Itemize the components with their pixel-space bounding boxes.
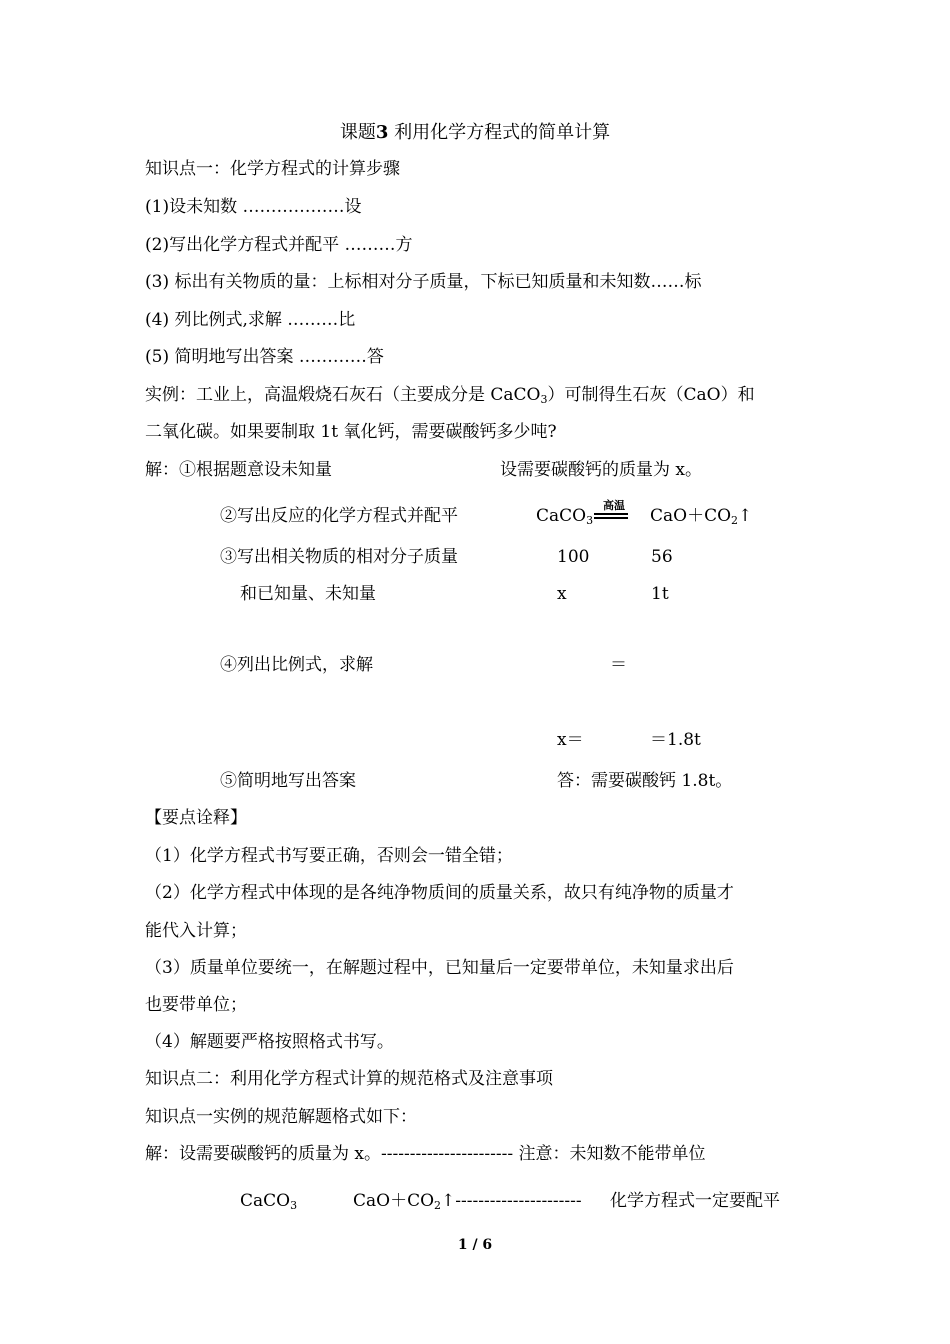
- solution-step-5: ⑤简明地写出答案: [220, 771, 356, 791]
- step-3: (3) 标出有关物质的量：上标相对分子质量，下标已知质量和未知数……标: [145, 272, 702, 292]
- solution-step-3-cont: 和已知量、未知量: [240, 584, 376, 604]
- note-line-6: （4）解题要严格按照格式书写。: [145, 1032, 394, 1052]
- mr-caco3: 100: [557, 547, 590, 567]
- equation-reactant: CaCO$_3$: [536, 506, 594, 527]
- kp2-equation-products: $CaO+CO_2↑----------------------$: [353, 1191, 582, 1212]
- step-4: (4) 列比例式,求解 ………比: [145, 310, 356, 330]
- kp2-intro: 知识点一实例的规范解题格式如下：: [145, 1107, 417, 1127]
- solution-step-3: ③写出相关物质的相对分子质量: [220, 547, 458, 567]
- kp2-equation-note: 化学方程式一定要配平: [610, 1191, 780, 1211]
- kp2-equation-reactant: CaCO$_3$: [240, 1191, 298, 1212]
- note-line-2: （2）化学方程式中体现的是各纯净物质间的质量关系，故只有纯净物的质量才: [145, 883, 734, 903]
- equation-products: $CaO+CO_2↑$: [650, 506, 753, 527]
- x-equals: x＝: [557, 730, 584, 750]
- kp1-heading: 知识点一：化学方程式的计算步骤: [145, 159, 400, 179]
- mr-cao: 56: [651, 547, 673, 567]
- kp2-solution-line: 解：设需要碳酸钙的质量为 x。----------------------- 注意：未知数不能带单位: [145, 1144, 706, 1164]
- example-line-1: 实例：工业上，高温煅烧石灰石（主要成分是 CaCO$_3$）可制得生石灰（CaO）和: [145, 385, 755, 406]
- kp2-heading: 知识点二：利用化学方程式计算的规范格式及注意事项: [145, 1069, 553, 1089]
- solution-answer: 答：需要碳酸钙 1.8t。: [557, 771, 733, 791]
- solution-step-4: ④列出比例式，求解: [220, 655, 373, 675]
- note-line-3: 能代入计算；: [145, 921, 247, 941]
- solution-step-2: ②写出反应的化学方程式并配平: [220, 506, 458, 526]
- condition-label: 高温: [603, 499, 625, 512]
- page-title: 课题3 利用化学方程式的简单计算: [339, 122, 611, 143]
- step-2: (2)写出化学方程式并配平 ………方: [145, 235, 413, 255]
- solution-step-1: 解：①根据题意设未知量: [145, 460, 332, 480]
- reaction-condition: [590, 500, 640, 524]
- example-line-2: 二氧化碳。如果要制取 1t 氧化钙，需要碳酸钙多少吨?: [145, 422, 557, 442]
- solution-let-x: 设需要碳酸钙的质量为 x。: [500, 460, 702, 480]
- equals-bar-top: [594, 513, 628, 515]
- note-line-1: （1）化学方程式书写要正确，否则会一错全错；: [145, 846, 513, 866]
- known-x: x: [557, 584, 567, 604]
- note-line-5: 也要带单位；: [145, 995, 247, 1015]
- step-1: (1)设未知数 ………………设: [145, 197, 362, 217]
- proportion-equals: ＝: [610, 655, 627, 675]
- notes-heading: 【要点诠释】: [145, 808, 247, 828]
- equals-bar-bottom: [594, 517, 628, 519]
- note-line-4: （3）质量单位要统一，在解题过程中，已知量后一定要带单位，未知量求出后: [145, 958, 734, 978]
- page-number: 1 / 6: [457, 1237, 493, 1253]
- step-5: (5) 简明地写出答案 …………答: [145, 347, 384, 367]
- known-1t: 1t: [651, 584, 669, 604]
- x-result: ＝1.8t: [650, 730, 701, 750]
